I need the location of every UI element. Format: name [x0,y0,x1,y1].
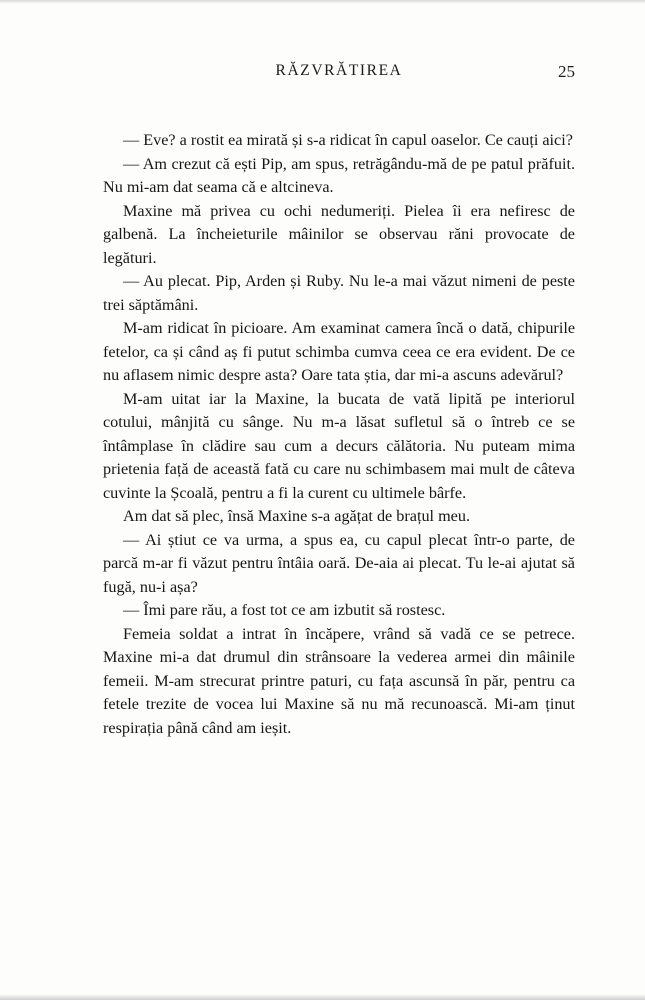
paragraph: Femeia soldat a intrat în încăpere, vrând să vadă ce se petrece. Maxine mi-a dat drumul din strânsoare la vederea armei din mâinile femeii. M-am strecurat printre paturi, cu fața ascunsă în păr, pentru ca fetele trezite de vocea lui Maxine să nu mă recunoască. Mi-am ținut respirația până când am ieșit. [103,624,575,737]
page-number: 25 [558,62,575,81]
paragraph: — Eve? a rostit ea mirată și s-a ridicat în capul oaselor. Ce cauți aici? [123,131,573,149]
running-title: RĂZVRĂTIREA [275,62,403,79]
body-text [103,129,575,740]
paragraph: M-am uitat iar la Maxine, la bucata de vată lipită pe interiorul cotului, mânjită cu sânge. Nu m-a lăsat sufletul să o întreb ce se întâmplase în clădire sau cum a decurs călătoria. Nu puteam mima prietenia față de această fată cu care nu schimbasem mai mult de câteva cuvinte la Școală, pentru a fi la curent cu ultimele bârfe. [103,389,575,502]
paragraph: — Îmi pare rău, a fost tot ce am izbutit să rostesc. [123,601,446,619]
paragraph: Maxine mă privea cu ochi nedumeriți. Pielea îi era nefiresc de galbenă. La încheieturile mâinilor se observau răni provocate de legături. [103,201,575,267]
paragraph: M-am ridicat în picioare. Am examinat camera încă o dată, chipurile fetelor, ca și când aș fi putut schimba cumva ceea ce era evident. De ce nu aflasem nimic despre asta? Oare tata știa, dar mi-a ascuns adevărul? [103,319,575,384]
paragraph: — Au plecat. Pip, Arden și Ruby. Nu le-a mai văzut nimeni de peste trei săptămâni. [103,272,575,314]
paragraph: — Ai știut ce va urma, a spus ea, cu capul plecat într-o parte, de parcă m-ar fi văzut pentru întâia oară. De-aia ai plecat. Tu le-ai ajutat să fugă, nu-i așa? [103,530,575,596]
page-top-edge [0,0,645,4]
paragraph: — Am crezut că ești Pip, am spus, retrăgându-mă de pe patul prăfuit. Nu mi-am dat seama că e altcineva. [103,154,575,196]
page-header [103,62,575,86]
paragraph: Am dat să plec, însă Maxine s-a agățat de brațul meu. [123,507,471,525]
page-bottom-edge [0,994,645,1000]
